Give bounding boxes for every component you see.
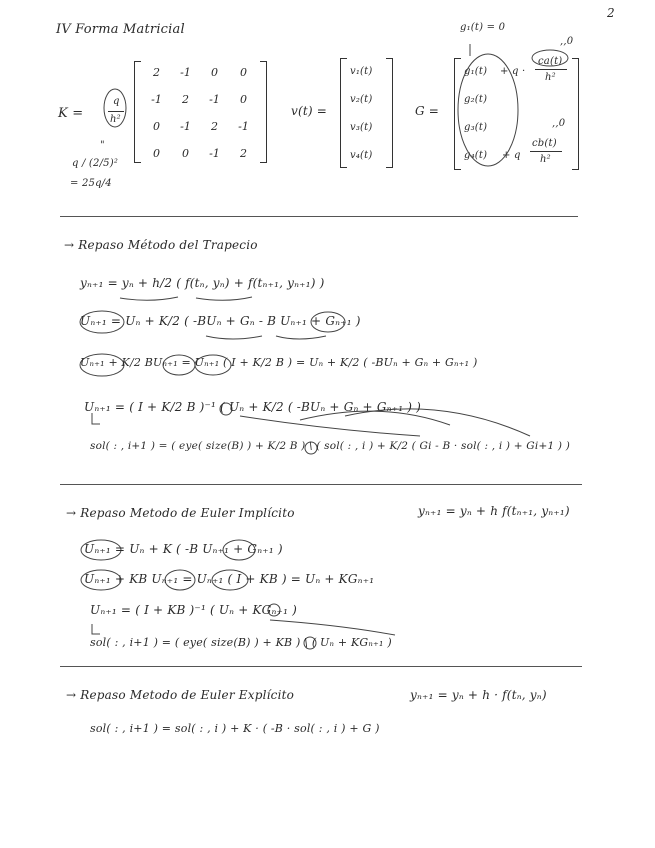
g-column-circle bbox=[458, 54, 518, 166]
vector-v-entry: v₂(t) bbox=[350, 94, 373, 105]
vector-g-frac-1-num: ca(t) bbox=[538, 56, 563, 67]
k-cell: 0 bbox=[153, 120, 160, 133]
vector-g-frac-1-den: h² bbox=[545, 72, 556, 83]
vector-v-entry: v₃(t) bbox=[350, 122, 373, 133]
ca-circle bbox=[532, 50, 568, 66]
euler-explicito-heading: → Repaso Metodo de Euler Explícito bbox=[66, 688, 295, 702]
k-cell: 2 bbox=[240, 147, 247, 160]
k-cell: -1 bbox=[151, 93, 162, 106]
k-cell: 0 bbox=[240, 93, 247, 106]
matrix-k-coef-num: q bbox=[113, 96, 120, 107]
k-cell: 0 bbox=[182, 147, 189, 160]
k-cell: -1 bbox=[180, 66, 191, 79]
k-cell: -1 bbox=[180, 120, 191, 133]
trapecio-eq4: Uₙ₊₁ = ( I + K/2 B )⁻¹ ( Uₙ + K/2 ( -BUₙ + Gₙ + Gₙ₊₁ ) ) bbox=[84, 400, 422, 414]
euler-implicito-eq2: Uₙ₊₁ + KB Uₙ₊₁ = Uₙ₊₁ ( I + KB ) = Uₙ + KGₙ₊₁ bbox=[84, 572, 375, 586]
matrix-k-prefix: K = bbox=[58, 106, 84, 121]
vector-g-label: G = bbox=[415, 104, 440, 118]
vector-v-entry: v₁(t) bbox=[350, 66, 373, 77]
k-cell: 2 bbox=[182, 93, 189, 106]
k-cell: 0 bbox=[153, 147, 160, 160]
vector-g-entry: g₂(t) bbox=[464, 94, 488, 105]
vector-g-term-1: + q · bbox=[500, 66, 526, 77]
section-divider bbox=[60, 666, 582, 667]
trapecio-eq2: Uₙ₊₁ = Uₙ + K/2 ( -BUₙ + Gₙ - B Uₙ₊₁ + Gₙ₊₁ ) bbox=[80, 314, 361, 328]
arrow bbox=[240, 416, 420, 436]
section-divider bbox=[60, 484, 582, 485]
euler-implicito-eq4: sol( : , i+1 ) = ( eye( size(B) ) + KB ) \ ( Uₙ + KGₙ₊₁ ) bbox=[90, 636, 392, 649]
euler-explicito-eq1: sol( : , i+1 ) = sol( : , i ) + K · ( -B · sol( : , i ) + G ) bbox=[90, 722, 380, 735]
arrow bbox=[270, 620, 395, 635]
underline bbox=[120, 297, 178, 300]
vector-g-zero-mark-4: ,,0 bbox=[552, 118, 566, 129]
vector-g-frac-4-num: cb(t) bbox=[532, 138, 557, 149]
matrix-k-note-2: = 25q/4 bbox=[70, 178, 112, 189]
underline bbox=[196, 297, 252, 300]
vector-g-entry: g₃(t) bbox=[464, 122, 488, 133]
k-cell: -1 bbox=[209, 93, 220, 106]
underline bbox=[276, 336, 326, 339]
page-number: 2 bbox=[607, 6, 615, 20]
trapecio-eq5: sol( : , i+1 ) = ( eye( size(B) ) + K/2 B ) \ ( sol( : , i ) + K/2 ( Gi - B · sol( : , i ) + Gi+1 ) ) bbox=[90, 440, 570, 452]
k-cell: 2 bbox=[211, 120, 218, 133]
underline bbox=[206, 336, 262, 339]
vector-g-zero-mark-1: ,,0 bbox=[560, 36, 574, 47]
euler-implicito-formula: yₙ₊₁ = yₙ + h f(tₙ₊₁, yₙ₊₁) bbox=[418, 504, 570, 518]
k-cell: 0 bbox=[240, 66, 247, 79]
arrow bbox=[92, 413, 100, 424]
euler-implicito-eq3: Uₙ₊₁ = ( I + KB )⁻¹ ( Uₙ + KGₙ₊₁ ) bbox=[90, 603, 297, 617]
euler-implicito-heading: → Repaso Metodo de Euler Implícito bbox=[66, 506, 295, 520]
k-cell: 0 bbox=[211, 66, 218, 79]
k-cell: -1 bbox=[238, 120, 249, 133]
section-title: IV Forma Matricial bbox=[56, 22, 185, 37]
arrow bbox=[92, 624, 100, 634]
vector-g-entry: g₁(t) bbox=[464, 66, 488, 77]
vector-v-entry: v₄(t) bbox=[350, 150, 373, 161]
trapecio-eq1: yₙ₊₁ = yₙ + h/2 ( f(tₙ, yₙ) + f(tₙ₊₁, yₙ₊₁) ) bbox=[80, 276, 325, 290]
coefficient-circle bbox=[104, 89, 126, 127]
euler-explicito-formula: yₙ₊₁ = yₙ + h · f(tₙ, yₙ) bbox=[410, 688, 547, 702]
k-cell: 2 bbox=[153, 66, 160, 79]
vector-g-term-4: + q bbox=[502, 150, 521, 161]
section-divider bbox=[60, 216, 578, 217]
matrix-k-note-quote: " bbox=[100, 140, 105, 151]
vector-v-label: v(t) = bbox=[291, 104, 328, 118]
euler-implicito-eq1: Uₙ₊₁ = Uₙ + K ( -B Uₙ₊₁ + Gₙ₊₁ ) bbox=[84, 542, 283, 556]
matrix-k-note-1: q / (2/5)² bbox=[72, 158, 119, 169]
k-cell: -1 bbox=[209, 147, 220, 160]
vector-g-frac-4-den: h² bbox=[540, 154, 551, 165]
trapecio-eq3: Uₙ₊₁ + K/2 BUₙ₊₁ = Uₙ₊₁ ( I + K/2 B ) = Uₙ + K/2 ( -BUₙ + Gₙ + Gₙ₊₁ ) bbox=[80, 356, 478, 369]
vector-g-entry: g₄(t) bbox=[464, 150, 488, 161]
trapecio-heading: → Repaso Método del Trapecio bbox=[64, 238, 258, 252]
g1-zero-note: g₁(t) = 0 bbox=[460, 22, 506, 33]
matrix-k-coef-den: h² bbox=[110, 114, 121, 125]
